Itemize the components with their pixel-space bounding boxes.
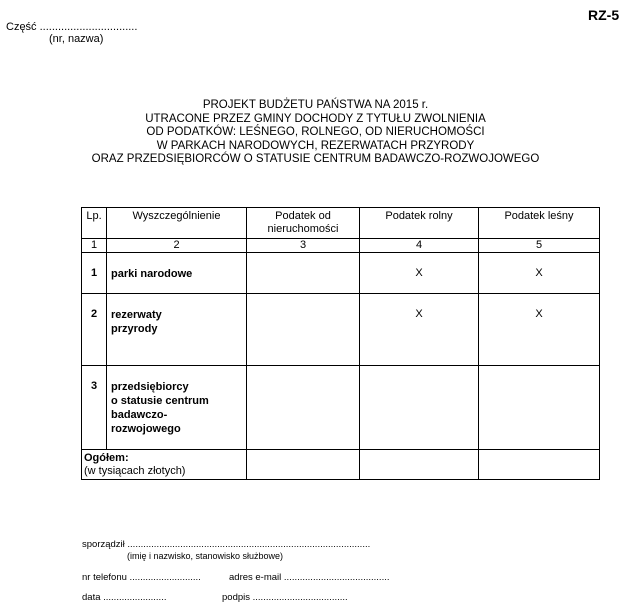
row-name-line: przyrody — [111, 323, 158, 335]
sporzadzil-sublabel: (imię i nazwisko, stanowisko służbowe) — [127, 551, 284, 561]
row-cell-nieruchomosci — [247, 294, 360, 366]
row-cell-rolny: X — [360, 253, 479, 294]
row-name-line: rozwojowego — [111, 423, 181, 435]
title-line: ORAZ PRZEDSIĘBIORCÓW O STATUSIE CENTRUM BADAWCZO-ROZWOJOWEGO — [91, 153, 540, 166]
czesc-label: Część — [6, 21, 37, 33]
sporzadzil-line: sporządził ............................................................................................ — [82, 539, 371, 550]
row-cell-nieruchomosci — [247, 366, 360, 450]
col-number: 3 — [247, 239, 360, 253]
title-line: OD PODATKÓW: LEŚNEGO, ROLNEGO, OD NIERUCHOMOŚCI — [146, 126, 485, 139]
row-cell-rolny: X — [360, 294, 479, 366]
row-cell-lesny — [479, 366, 600, 450]
header-rolny: Podatek rolny — [360, 208, 479, 239]
row-lp: 1 — [82, 253, 107, 294]
row-name-line: parki narodowe — [111, 268, 193, 280]
col-number: 1 — [82, 239, 107, 253]
row-name — [107, 294, 247, 366]
czesc-sublabel: (nr, nazwa) — [49, 33, 104, 45]
title-line: PROJEKT BUDŻETU PAŃSTWA NA 2015 r. — [202, 99, 429, 111]
row-name — [107, 366, 247, 450]
total-cell-lesny — [479, 450, 600, 480]
title-line: W PARKACH NARODOWYCH, REZERWATACH PRZYRODY — [156, 139, 475, 152]
table-row — [82, 366, 600, 450]
total-label-cell — [82, 450, 247, 480]
header-lp: Lp. — [82, 208, 107, 239]
total-label: Ogółem: — [84, 452, 129, 464]
row-name-line: przedsiębiorcy — [111, 381, 189, 393]
header-nieruchomosci-line2: nieruchomości — [267, 223, 339, 235]
row-cell-rolny — [360, 366, 479, 450]
col-number: 2 — [107, 239, 247, 253]
budget-table — [81, 207, 600, 480]
row-name-line: rezerwaty — [111, 309, 162, 321]
podpis-line: podpis .................................... — [222, 592, 348, 603]
data-line: data ........................ — [82, 592, 167, 603]
total-cell-nieruchomosci — [247, 450, 360, 480]
row-cell-nieruchomosci — [247, 253, 360, 294]
czesc-dots: ................................ — [39, 21, 138, 33]
table-row — [82, 253, 600, 294]
header-wyszczegolnienie: Wyszczególnienie — [107, 208, 247, 239]
row-cell-lesny: X — [479, 253, 600, 294]
row-name-line: badawczo- — [111, 409, 168, 421]
row-lp: 3 — [82, 366, 107, 450]
header-lesny: Podatek leśny — [479, 208, 600, 239]
total-row — [82, 450, 600, 480]
form-code: RZ-5 — [588, 7, 620, 23]
column-number-row — [82, 239, 600, 253]
row-lp: 2 — [82, 294, 107, 366]
row-cell-lesny: X — [479, 294, 600, 366]
email-line: adres e-mail ........................................ — [229, 572, 390, 583]
table-header-row — [82, 208, 600, 239]
header-nieruchomosci-line1: Podatek od — [275, 210, 331, 222]
total-cell-rolny — [360, 450, 479, 480]
col-number: 5 — [479, 239, 600, 253]
col-number: 4 — [360, 239, 479, 253]
document-title — [0, 99, 631, 167]
title-line: UTRACONE PRZEZ GMINY DOCHODY Z TYTUŁU ZWOLNIENIA — [145, 112, 486, 125]
total-sublabel: (w tysiącach złotych) — [84, 465, 186, 477]
header-nieruchomosci — [247, 208, 360, 239]
row-name — [107, 253, 247, 294]
telefon-line: nr telefonu ........................... — [82, 572, 201, 583]
czesc-line — [6, 21, 137, 33]
row-name-line: o statusie centrum — [111, 395, 209, 407]
table-row — [82, 294, 600, 366]
